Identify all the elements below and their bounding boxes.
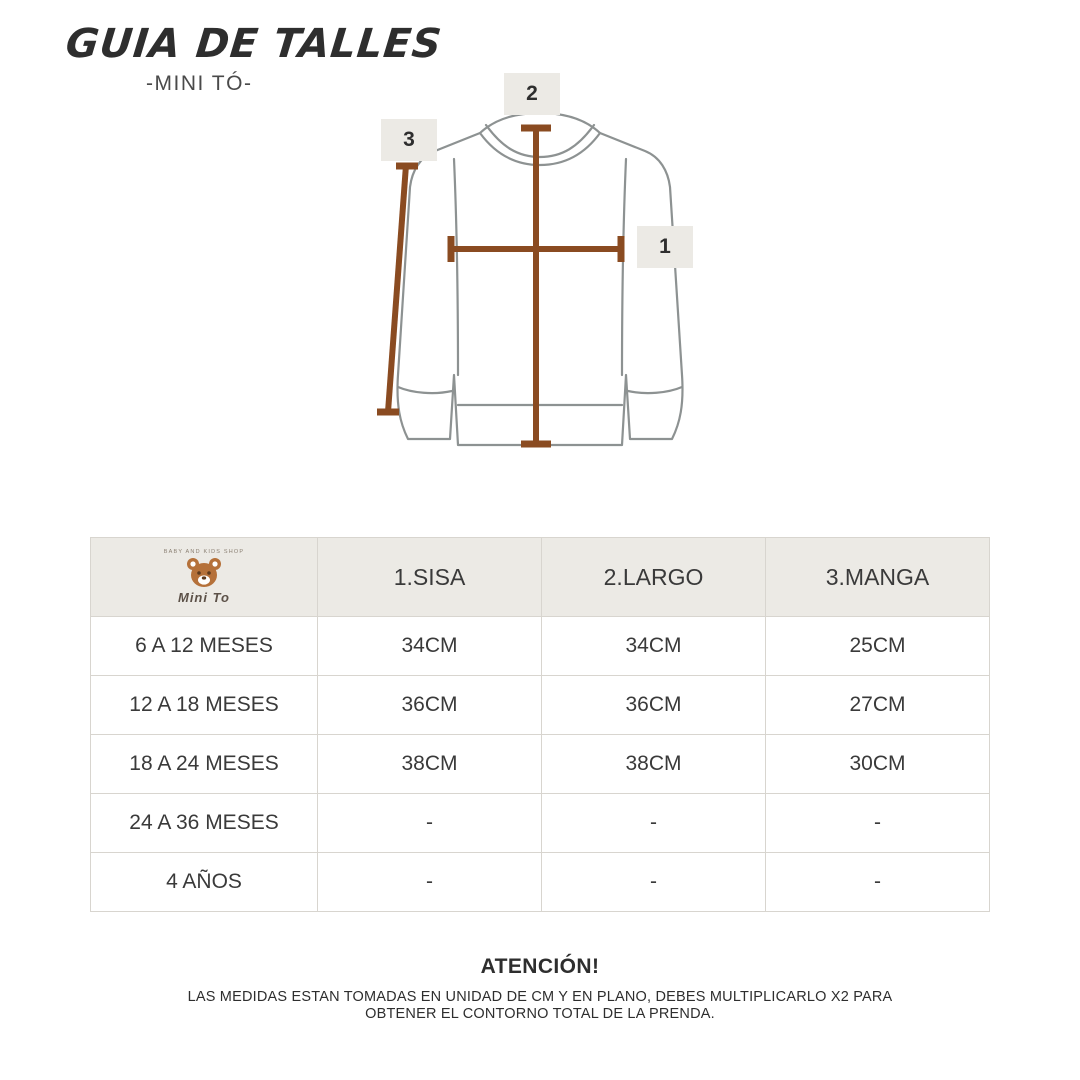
page-title: GUIA DE TALLES [63,21,445,67]
cell-largo: - [542,853,766,912]
brand-logo [91,550,317,605]
callout-badge-1: 1 [637,226,693,268]
table-header-row [91,538,990,617]
row-label-size: 4 AÑOS [91,853,318,912]
cell-sisa: - [318,794,542,853]
table-row [91,676,990,735]
cell-manga: 30CM [766,735,990,794]
cell-largo: 38CM [542,735,766,794]
bear-icon [182,556,226,590]
cell-largo: 36CM [542,676,766,735]
size-table-head [91,538,990,617]
footer-title: ATENCIÓN! [480,955,600,978]
footer-note-line-1: LAS MEDIDAS ESTAN TOMADAS EN UNIDAD DE CM Y EN PLANO, DEBES MULTIPLICARLO X2 PARA [187,989,893,1005]
size-table-container [90,537,990,912]
size-table [90,537,990,912]
column-header-manga: 3.MANGA [766,538,990,617]
cell-sisa: - [318,853,542,912]
cell-manga: - [766,794,990,853]
cell-largo: 34CM [542,617,766,676]
cell-largo: - [542,794,766,853]
row-label-size: 6 A 12 MESES [91,617,318,676]
column-header-sisa: 1.SISA [318,538,542,617]
cell-sisa: 34CM [318,617,542,676]
table-row [91,853,990,912]
footer-note-block [0,955,1080,1022]
row-label-size: 18 A 24 MESES [91,735,318,794]
cell-sisa: 36CM [318,676,542,735]
brand-name: Mini To [177,590,230,606]
footer-note-line-2: OBTENER EL CONTORNO TOTAL DE LA PRENDA. [365,1005,715,1022]
cell-manga: 25CM [766,617,990,676]
callout-badge-3: 3 [381,119,437,161]
table-row [91,735,990,794]
cell-manga: - [766,853,990,912]
size-table-body [91,617,990,912]
footer-note [0,989,1080,1022]
page-subtitle: -MINI TÓ- [146,72,253,95]
column-header-largo: 2.LARGO [542,538,766,617]
table-row [91,617,990,676]
cell-sisa: 38CM [318,735,542,794]
row-label-size: 12 A 18 MESES [91,676,318,735]
callout-badge-2: 2 [504,73,560,115]
brand-tagline: BABY AND KIDS SHOP [163,548,245,555]
cell-manga: 27CM [766,676,990,735]
brand-logo-cell [91,538,318,617]
row-label-size: 24 A 36 MESES [91,794,318,853]
table-row [91,794,990,853]
